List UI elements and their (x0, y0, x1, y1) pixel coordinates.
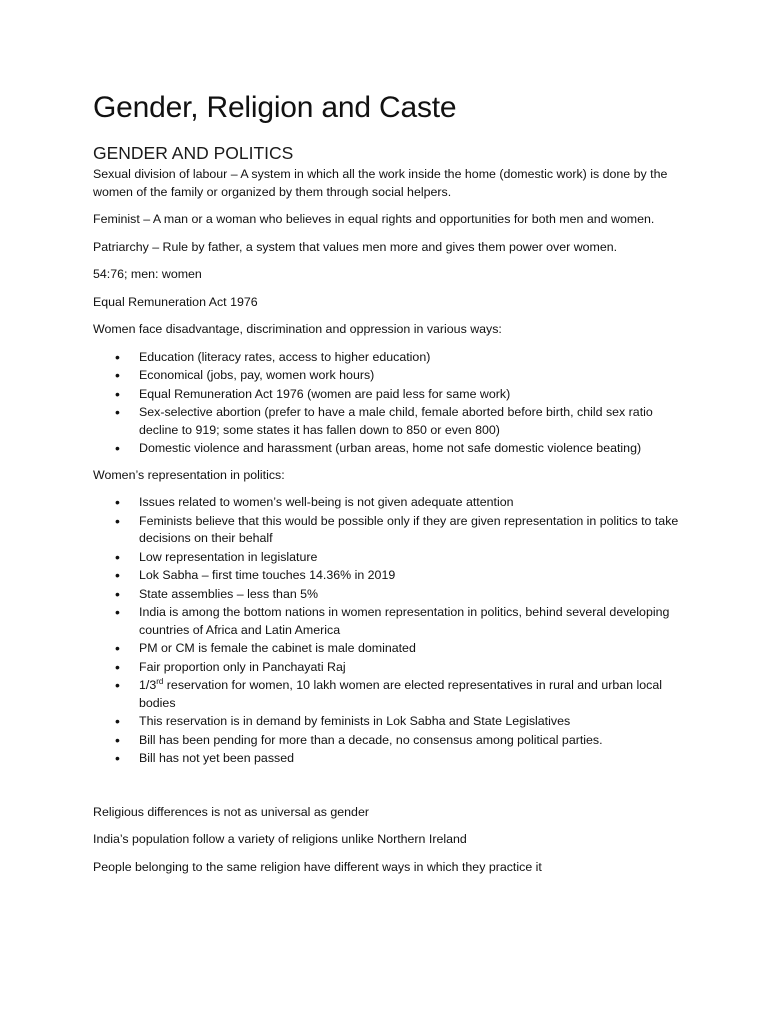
representation-list (93, 494, 683, 768)
list-item: • PM or CM is female the cabinet is male dominated (139, 640, 683, 658)
list-item: • Bill has not yet been passed (139, 750, 683, 768)
paragraph-sex-ratio: 54:76; men: women (93, 267, 202, 281)
list-item: • Education (literacy rates, access to higher education) (139, 349, 683, 367)
document-title: Gender, Religion and Caste (93, 91, 457, 124)
list-item: • India is among the bottom nations in women representation in politics, behind several developing countries of Africa and Latin America (139, 604, 683, 639)
reservation-text: reservation for women, 10 lakh women are elected representatives in rural and urban local bodies (139, 678, 663, 710)
paragraph-feminist: Feminist – A man or a woman who believes in equal rights and opportunities for both men and women. (93, 212, 655, 226)
paragraph-representation-heading: Women’s representation in politics: (93, 467, 285, 482)
list-item: • Bill has been pending for more than a decade, no consensus among political parties. (139, 732, 683, 750)
paragraph-patriarchy: Patriarchy – Rule by father, a system that values men more and gives them power over women. (93, 239, 618, 254)
paragraph-disadvantage-intro: Women face disadvantage, discrimination and oppression in various ways: (93, 322, 502, 336)
spacer (93, 777, 683, 804)
list-item: • Economical (jobs, pay, women work hours) (139, 367, 683, 385)
paragraph-sexual-division: Sexual division of labour – A system in which all the work inside the home (domestic work) is done by the women of the family or organized by them through social helpers. (93, 167, 668, 199)
document-page (93, 88, 683, 886)
paragraph-remuneration-act: Equal Remuneration Act 1976 (93, 294, 258, 309)
reservation-number: 1/3 (139, 678, 157, 692)
paragraph-religion-practice: People belonging to the same religion have different ways in which they practice it (93, 859, 542, 874)
list-item: • This reservation is in demand by feminists in Lok Sabha and State Legislatives (139, 713, 683, 731)
list-item: • Domestic violence and harassment (urban areas, home not safe domestic violence beating) (139, 440, 683, 458)
list-item: • Sex-selective abortion (prefer to have a male child, female aborted before birth, child sex ratio decline to 919; some states it has fallen down to 850 or even 800) (139, 404, 683, 439)
list-item: • Fair proportion only in Panchayati Raj (139, 659, 683, 677)
list-item: • Low representation in legislature (139, 549, 683, 567)
paragraph-religions-variety: India’s population follow a variety of religions unlike Northern Ireland (93, 832, 467, 846)
list-item: • Issues related to women’s well-being is not given adequate attention (139, 494, 683, 512)
list-item: • Lok Sabha – first time touches 14.36% in 2019 (139, 567, 683, 585)
paragraph-religious-differences: Religious differences is not as universal as gender (93, 804, 369, 819)
disadvantage-list (93, 349, 683, 458)
section-heading: GENDER AND POLITICS (93, 143, 294, 163)
list-item-reservation (139, 677, 683, 712)
list-item: • Equal Remuneration Act 1976 (women are paid less for same work) (139, 386, 683, 404)
reservation-ordinal: rd (156, 676, 164, 686)
list-item: • State assemblies – less than 5% (139, 586, 683, 604)
list-item: • Feminists believe that this would be possible only if they are given representation in politics to take decisions on their behalf (139, 513, 683, 548)
